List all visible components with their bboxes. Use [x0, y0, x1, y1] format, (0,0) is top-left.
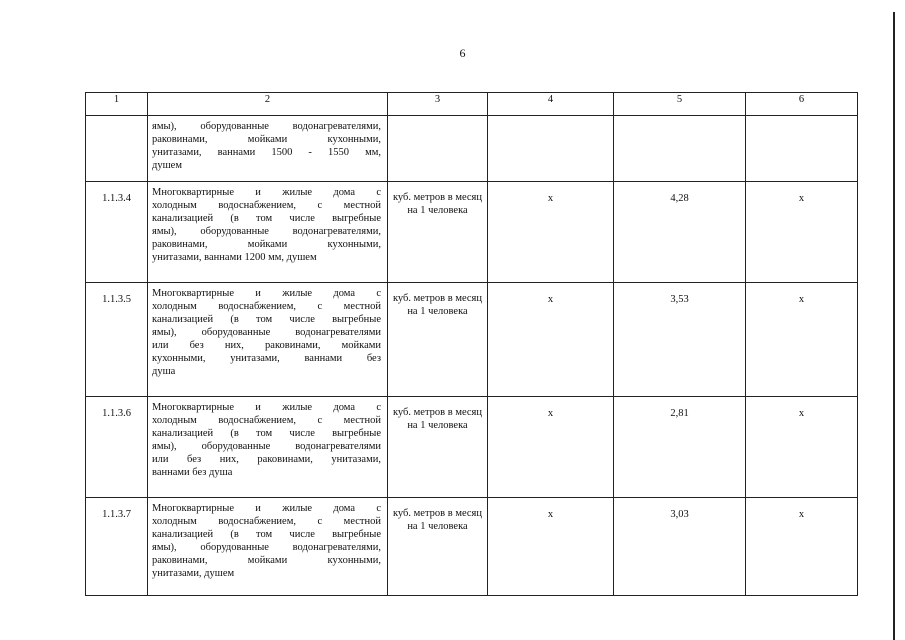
description-line: раковинами, мойками кухонными,: [152, 134, 381, 145]
table-row: [86, 397, 858, 498]
item-description: [148, 116, 388, 182]
header-cell: 6: [746, 93, 858, 116]
item-description: [148, 498, 388, 596]
description-line: раковинами, мойками кухонными,: [152, 239, 381, 250]
item-code: [86, 116, 148, 182]
item-description: [148, 397, 388, 498]
description-line: холодным водоснабжением, с местной: [152, 516, 381, 527]
unit-of-measure: куб. метров в месяц на 1 человека: [388, 397, 488, 498]
description-line: душа: [152, 366, 176, 377]
header-cell: 4: [488, 93, 614, 116]
unit-of-measure: куб. метров в месяц на 1 человека: [388, 283, 488, 397]
header-cell: 3: [388, 93, 488, 116]
unit-of-measure: куб. метров в месяц на 1 человека: [388, 182, 488, 283]
page-edge-line: [893, 12, 895, 640]
description-line: душем: [152, 160, 182, 171]
description-line: ямы), оборудованные водонагревателями,: [152, 121, 381, 132]
unit-of-measure: куб. метров в месяц на 1 человека: [388, 498, 488, 596]
description-line: Многоквартирные и жилые дома с: [152, 402, 381, 413]
column-5-value: [614, 116, 746, 182]
header-row: [86, 93, 858, 116]
column-5-value: 3,53: [614, 283, 746, 397]
description-line: кухонными, унитазами, ваннами без: [152, 353, 381, 364]
column-4-value: х: [488, 498, 614, 596]
column-5-value: 4,28: [614, 182, 746, 283]
column-6-value: х: [746, 283, 858, 397]
description-line: ямы), оборудованные водонагревателями: [152, 327, 381, 338]
description-line: Многоквартирные и жилые дома с: [152, 288, 381, 299]
column-6-value: х: [746, 182, 858, 283]
item-description: [148, 182, 388, 283]
column-5-value: 2,81: [614, 397, 746, 498]
description-line: или без них, раковинами, мойками: [152, 340, 381, 351]
description-line: холодным водоснабжением, с местной: [152, 415, 381, 426]
column-4-value: [488, 116, 614, 182]
column-6-value: [746, 116, 858, 182]
column-6-value: х: [746, 498, 858, 596]
description-line: унитазами, душем: [152, 568, 235, 579]
description-line: раковинами, мойками кухонными,: [152, 555, 381, 566]
description-line: ямы), оборудованные водонагревателями,: [152, 226, 381, 237]
column-4-value: х: [488, 397, 614, 498]
column-4-value: х: [488, 283, 614, 397]
header-cell: 2: [148, 93, 388, 116]
column-5-value: 3,03: [614, 498, 746, 596]
description-line: Многоквартирные и жилые дома с: [152, 187, 381, 198]
description-line: канализацией (в том числе выгребные: [152, 529, 381, 540]
table-row: [86, 283, 858, 397]
description-line: ямы), оборудованные водонагревателями,: [152, 542, 381, 553]
column-6-value: х: [746, 397, 858, 498]
description-line: канализацией (в том числе выгребные: [152, 428, 381, 439]
header-cell: 5: [614, 93, 746, 116]
description-line: ямы), оборудованные водонагревателями: [152, 441, 381, 452]
header-cell: 1: [86, 93, 148, 116]
table-row: [86, 498, 858, 596]
item-code: 1.1.3.4: [86, 182, 148, 283]
description-line: ваннами без душа: [152, 467, 233, 478]
description-line: Многоквартирные и жилые дома с: [152, 503, 381, 514]
column-4-value: х: [488, 182, 614, 283]
unit-of-measure: [388, 116, 488, 182]
description-line: канализацией (в том числе выгребные: [152, 314, 381, 325]
tariff-table: [85, 92, 858, 596]
description-line: унитазами, ваннами 1200 мм, душем: [152, 252, 317, 263]
description-line: холодным водоснабжением, с местной: [152, 200, 381, 211]
description-line: канализацией (в том числе выгребные: [152, 213, 381, 224]
description-line: унитазами, ваннами 1500 - 1550 мм,: [152, 147, 381, 158]
item-code: 1.1.3.7: [86, 498, 148, 596]
description-line: или без них, раковинами, унитазами,: [152, 454, 381, 465]
description-line: холодным водоснабжением, с местной: [152, 301, 381, 312]
table-row: [86, 116, 858, 182]
item-code: 1.1.3.6: [86, 397, 148, 498]
item-description: [148, 283, 388, 397]
item-code: 1.1.3.5: [86, 283, 148, 397]
page-number: 6: [459, 46, 466, 60]
table-row: [86, 182, 858, 283]
